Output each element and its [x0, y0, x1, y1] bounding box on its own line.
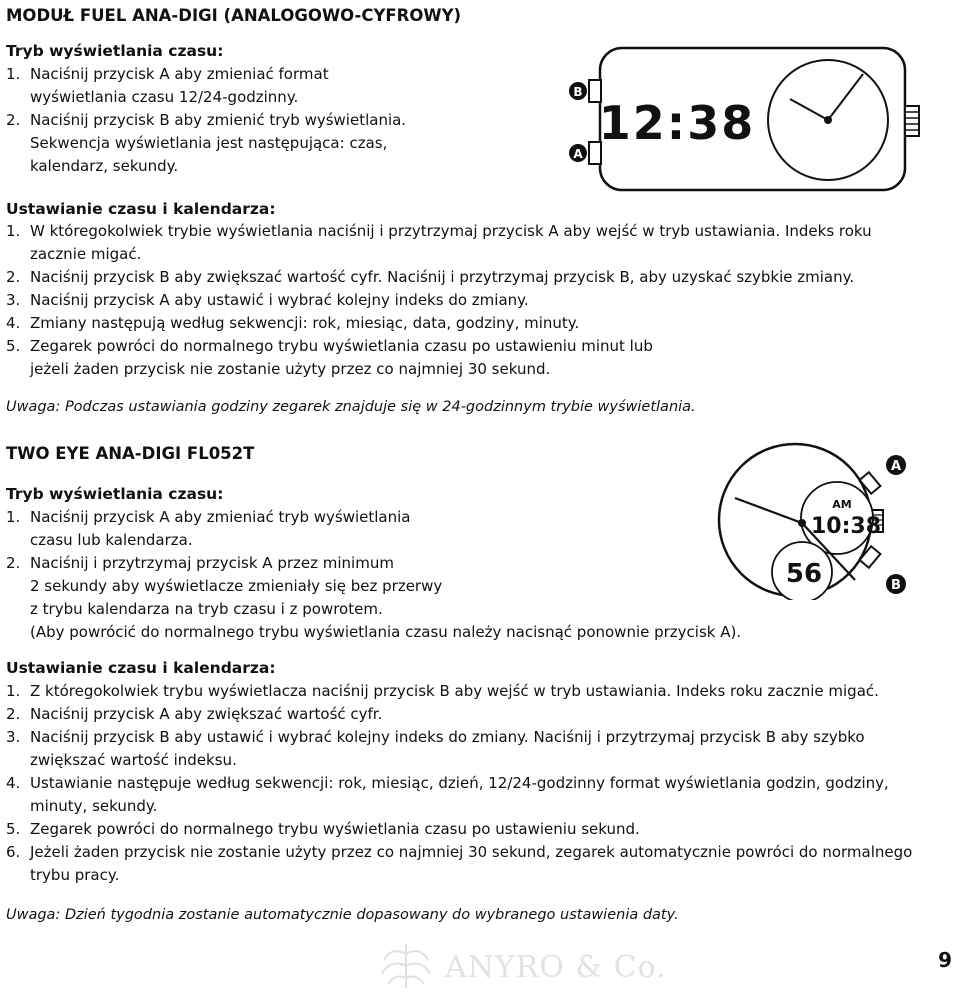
list-text: Naciśnij przycisk A aby zmieniać tryb wyświetlania	[30, 508, 411, 526]
list-text: Jeżeli żaden przycisk nie zostanie użyty przez co najmniej 30 sekund, zegarek automatycznie powróci do normalnego	[30, 843, 913, 861]
list-item	[6, 552, 394, 575]
list-item	[6, 726, 865, 749]
crown	[905, 106, 919, 136]
list-item-continuation: kalendarz, sekundy.	[30, 157, 179, 175]
page-number: 9	[938, 948, 952, 972]
list-item-continuation: minuty, sekundy.	[30, 797, 158, 815]
watermark-emblem-icon	[376, 940, 436, 992]
list-number: 1.	[6, 222, 21, 240]
list-text: Naciśnij przycisk A aby zmieniać format	[30, 65, 329, 83]
list-text: Naciśnij przycisk B aby ustawić i wybrać kolejny indeks do zmiany. Naciśnij i przytrzymaj przycisk B aby szybko	[30, 728, 865, 746]
section1-note: Uwaga: Podczas ustawiania godziny zegarek znajduje się w 24-godzinnym trybie wyświetlania.	[6, 399, 696, 415]
section2-display-mode-heading: Tryb wyświetlania czasu:	[6, 485, 224, 503]
list-item	[6, 220, 872, 243]
list-text: Z któregokolwiek trybu wyświetlacza naciśnij przycisk B aby wejść w tryb ustawiania. Indeks roku zacznie migać.	[30, 682, 879, 700]
list-item	[6, 703, 382, 726]
list-item	[6, 109, 406, 132]
list-text: Naciśnij przycisk B aby zwiększać wartość cyfr. Naciśnij i przytrzymaj przycisk B, aby uzyskać szybkie zmiany.	[30, 268, 855, 286]
list-number: 5.	[6, 337, 21, 355]
section2-setting-heading: Ustawianie czasu i kalendarza:	[6, 659, 276, 677]
list-item-continuation: jeżeli żaden przycisk nie zostanie użyty przez co najmniej 30 sekund.	[30, 360, 551, 378]
list-text: Ustawianie następuje według sekwencji: rok, miesiąc, dzień, 12/24-godzinny format wyświetlania godzin, godziny,	[30, 774, 889, 792]
list-item	[6, 335, 653, 358]
list-item	[6, 841, 912, 864]
list-number: 1.	[6, 682, 21, 700]
list-item-continuation: trybu pracy.	[30, 866, 120, 884]
list-text: Naciśnij przycisk A aby zwiększać wartość cyfr.	[30, 705, 383, 723]
list-item	[6, 312, 579, 335]
list-text: W któregokolwiek trybie wyświetlania naciśnij i przytrzymaj przycisk A aby wejść w tryb ustawiania. Indeks roku	[30, 222, 872, 240]
list-item	[6, 63, 329, 86]
list-item	[6, 506, 410, 529]
section1-setting-heading: Ustawianie czasu i kalendarza:	[6, 200, 276, 218]
two-eye-watch-illustration	[700, 440, 915, 600]
list-item-continuation: (Aby powrócić do normalnego trybu wyświetlania czasu należy nacisnąć ponownie przycisk A).	[30, 623, 742, 641]
list-item-continuation: zwiększać wartość indeksu.	[30, 751, 237, 769]
list-number: 3.	[6, 728, 21, 746]
list-number: 1.	[6, 65, 21, 83]
list-number: 1.	[6, 508, 21, 526]
list-number: 6.	[6, 843, 21, 861]
list-item	[6, 289, 529, 312]
digital-time-display: 12:38	[598, 96, 756, 150]
list-text: Zmiany następują według sekwencji: rok, miesiąc, data, godziny, minuty.	[30, 314, 580, 332]
digital-seconds-display: 56	[785, 559, 823, 589]
hand-pivot	[824, 116, 832, 124]
list-item	[6, 680, 879, 703]
list-item-continuation: 2 sekundy aby wyświetlacze zmieniały się bez przerwy	[30, 577, 443, 595]
list-number: 2.	[6, 111, 21, 129]
button-a-label: A	[890, 459, 902, 474]
list-item-continuation: zacznie migać.	[30, 245, 142, 263]
list-item-continuation: Sekwencja wyświetlania jest następująca: czas,	[30, 134, 388, 152]
list-number: 2.	[6, 554, 21, 572]
am-indicator: AM	[832, 498, 852, 511]
list-text: Zegarek powróci do normalnego trybu wyświetlania czasu po ustawieniu sekund.	[30, 820, 640, 838]
digital-time-display: 10:38	[810, 514, 882, 539]
section1-display-mode-heading: Tryb wyświetlania czasu:	[6, 42, 224, 60]
button-b-label: B	[573, 85, 583, 99]
list-text: Zegarek powróci do normalnego trybu wyświetlania czasu po ustawieniu minut lub	[30, 337, 653, 355]
list-item	[6, 818, 640, 841]
list-item-continuation: czasu lub kalendarza.	[30, 531, 193, 549]
list-text: Naciśnij i przytrzymaj przycisk A przez minimum	[30, 554, 394, 572]
section2-title: TWO EYE ANA-DIGI FL052T	[6, 444, 255, 463]
list-item-continuation: z trybu kalendarza na tryb czasu i z powrotem.	[30, 600, 383, 618]
button-a-label: A	[573, 147, 583, 161]
watermark: ANYRO & Co.	[445, 950, 667, 985]
list-number: 5.	[6, 820, 21, 838]
button-b-label: B	[891, 578, 901, 593]
section2-note: Uwaga: Dzień tygodnia zostanie automatycznie dopasowany do wybranego ustawienia daty.	[6, 907, 679, 923]
list-number: 4.	[6, 314, 21, 332]
list-item-continuation: wyświetlania czasu 12/24-godzinny.	[30, 88, 299, 106]
list-item	[6, 266, 854, 289]
hand-pivot	[798, 519, 806, 527]
list-number: 2.	[6, 705, 21, 723]
list-text: Naciśnij przycisk B aby zmienić tryb wyświetlania.	[30, 111, 407, 129]
section1-title: MODUŁ FUEL ANA-DIGI (ANALOGOWO-CYFROWY)	[6, 6, 462, 25]
fuel-watch-illustration	[565, 44, 925, 194]
list-text: Naciśnij przycisk A aby ustawić i wybrać kolejny indeks do zmiany.	[30, 291, 529, 309]
list-number: 4.	[6, 774, 21, 792]
list-number: 3.	[6, 291, 21, 309]
list-number: 2.	[6, 268, 21, 286]
list-item	[6, 772, 889, 795]
